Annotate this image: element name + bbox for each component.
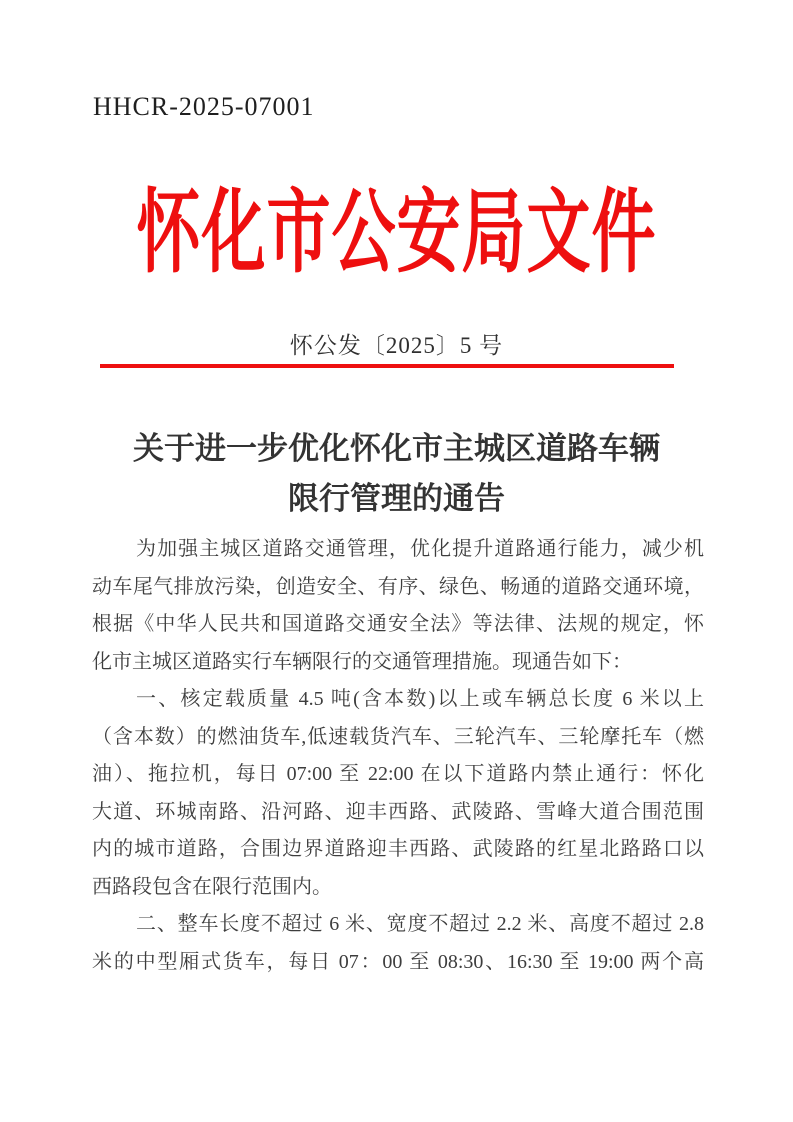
agency-title: 怀化市公安局文件 bbox=[136, 182, 657, 284]
notice-title-line1: 关于进一步优化怀化市主城区道路车辆 bbox=[133, 431, 660, 466]
body-line: 大道、环城南路、沿河路、迎丰西路、武陵路、雪峰大道合围范围 bbox=[92, 800, 704, 823]
body-line: 根据《中华人民共和国道路交通安全法》等法律、法规的规定，怀 bbox=[92, 613, 704, 635]
body-line: 西路段包含在限行范围内。 bbox=[92, 875, 332, 898]
body-line: 化市主城区道路实行车辆限行的交通管理措施。现通告如下： bbox=[92, 650, 632, 673]
doc-code: HHCR-2025-07001 bbox=[93, 92, 315, 121]
body-line: （含本数）的燃油货车,低速载货汽车、三轮汽车、三轮摩托车（燃 bbox=[92, 725, 704, 748]
issue-number: 怀公发〔2025〕5 号 bbox=[289, 333, 504, 358]
body-line: 二、整车长度不超过 6 米、宽度不超过 2.2 米、高度不超过 2.8 bbox=[136, 913, 704, 935]
body-line: 内的城市道路，合围边界道路迎丰西路、武陵路的红星北路路口以 bbox=[92, 838, 704, 860]
red-divider-line bbox=[100, 364, 674, 368]
notice-title bbox=[0, 424, 793, 524]
body-line: 动车尾气排放污染，创造安全、有序、绿色、畅通的道路交通环境， bbox=[92, 575, 704, 598]
body-line: 为加强主城区道路交通管理，优化提升道路通行能力，减少机 bbox=[136, 538, 704, 560]
body-line: 油）、拖拉机，每日 07:00 至 22:00 在以下道路内禁止通行：怀化 bbox=[92, 763, 704, 785]
notice-title-line2: 限行管理的通告 bbox=[288, 481, 505, 516]
body-text bbox=[92, 531, 704, 981]
body-line: 一、核定载质量 4.5 吨(含本数)以上或车辆总长度 6 米以上 bbox=[136, 688, 704, 710]
body-line: 米的中型厢式货车，每日 07：00 至 08:30、16:30 至 19:00 两个高 bbox=[92, 950, 704, 973]
